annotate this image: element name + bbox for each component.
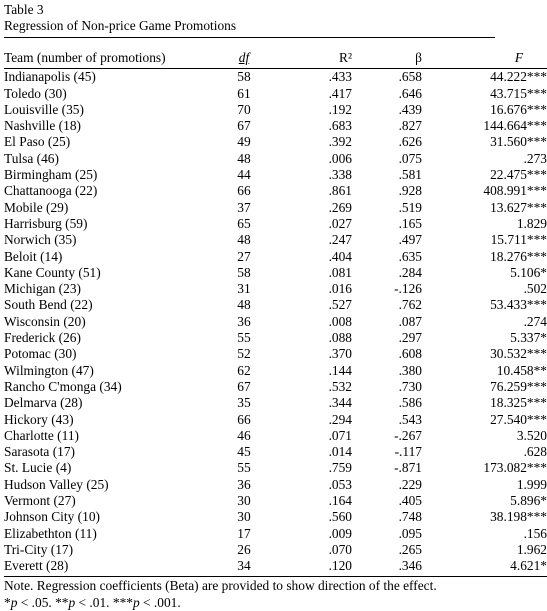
cell-f: 144.664***	[483, 118, 547, 134]
cell-df: 66	[237, 411, 251, 427]
cell-f: 18.325***	[490, 395, 547, 411]
cell-beta: .229	[398, 476, 422, 492]
table-row	[4, 281, 547, 297]
cell-team: Elizabethton (11)	[4, 525, 97, 541]
cell-df: 30	[237, 493, 251, 509]
cell-f: 13.627***	[490, 199, 547, 215]
cell-beta: .827	[398, 118, 422, 134]
cell-f: 3.520	[516, 427, 547, 443]
cell-df: 27	[237, 248, 251, 264]
regression-table	[4, 38, 547, 577]
cell-beta: .543	[398, 411, 422, 427]
col-header-beta: β	[358, 38, 444, 69]
table-row	[4, 151, 547, 167]
cell-f: .273	[523, 150, 547, 166]
cell-f: 27.540***	[490, 411, 547, 427]
cell-df: 67	[237, 378, 251, 394]
cell-beta: .265	[398, 541, 422, 557]
cell-r2: .027	[328, 215, 352, 231]
sig1-p: p	[10, 594, 18, 610]
table-row	[4, 86, 547, 102]
table-row	[4, 412, 547, 428]
cell-team: Delmarva (28)	[4, 395, 83, 411]
cell-f: 38.198***	[490, 509, 547, 525]
cell-f: .274	[523, 313, 547, 329]
cell-f: 43.715***	[490, 85, 547, 101]
table-row	[4, 118, 547, 134]
cell-team: Birmingham (25)	[4, 167, 98, 183]
cell-df: 62	[237, 362, 251, 378]
cell-team: Wilmington (47)	[4, 362, 94, 378]
cell-df: 37	[237, 199, 251, 215]
cell-beta: .439	[398, 101, 422, 117]
cell-df: 35	[237, 395, 251, 411]
cell-df: 36	[237, 476, 251, 492]
col-header-df	[200, 38, 288, 69]
sig3-symbol: ***	[112, 594, 133, 610]
cell-beta: .928	[398, 183, 422, 199]
cell-beta: .581	[398, 167, 422, 183]
cell-r2: .006	[328, 150, 352, 166]
cell-team: Charlotte (11)	[4, 427, 79, 443]
cell-r2: .009	[328, 525, 352, 541]
cell-df: 48	[237, 297, 251, 313]
table-row	[4, 232, 547, 248]
cell-r2: .294	[328, 411, 352, 427]
table-row	[4, 444, 547, 460]
cell-df: 31	[237, 281, 251, 297]
cell-f: 4.621*	[444, 558, 547, 576]
table-row	[4, 314, 547, 330]
cell-f: 5.106*	[510, 264, 547, 280]
cell-team: Wisconsin (20)	[4, 313, 86, 329]
cell-f: 1.962	[516, 541, 547, 557]
cell-df: 48	[237, 150, 251, 166]
cell-r2: .683	[328, 118, 352, 134]
cell-df: 65	[237, 215, 251, 231]
sig3-value: < .001.	[139, 594, 181, 610]
significance-note	[4, 595, 495, 611]
table-row	[4, 249, 547, 265]
cell-r2: .081	[328, 264, 352, 280]
cell-df: 17	[237, 525, 251, 541]
cell-df: 67	[237, 118, 251, 134]
cell-f: 16.676***	[490, 101, 547, 117]
cell-df: 61	[237, 85, 251, 101]
table-row	[4, 297, 547, 313]
cell-r2: .088	[328, 330, 352, 346]
table-row	[4, 200, 547, 216]
cell-team: Harrisburg (59)	[4, 215, 88, 231]
cell-beta: .075	[398, 150, 422, 166]
cell-beta: .519	[398, 199, 422, 215]
table-row	[4, 102, 547, 118]
cell-beta: .748	[398, 509, 422, 525]
cell-team: Frederick (26)	[4, 330, 81, 346]
sig2-p: p	[68, 594, 76, 610]
cell-r2: .527	[328, 297, 352, 313]
cell-f: 22.475***	[490, 167, 547, 183]
cell-r2: .338	[328, 167, 352, 183]
cell-r2: .164	[328, 493, 352, 509]
cell-beta: -.126	[394, 281, 422, 297]
header-row	[4, 38, 547, 69]
cell-team: Louisville (35)	[4, 101, 84, 117]
cell-f: 1.999	[516, 476, 547, 492]
cell-f: 408.991***	[483, 183, 547, 199]
cell-f: 15.711***	[490, 232, 547, 248]
cell-team: El Paso (25)	[4, 134, 71, 150]
table-row	[4, 460, 547, 476]
cell-r2: .370	[328, 346, 352, 362]
cell-beta: .586	[398, 395, 422, 411]
cell-f: .628	[523, 444, 547, 460]
table-row	[4, 346, 547, 362]
cell-df: 58	[237, 69, 251, 85]
cell-team: Beloit (14)	[4, 248, 63, 264]
cell-f: 10.458**	[496, 362, 547, 378]
cell-r2: .417	[328, 85, 352, 101]
table-row	[4, 363, 547, 379]
cell-df: 36	[237, 313, 251, 329]
cell-r2: .192	[328, 101, 352, 117]
cell-r2: .120	[288, 558, 358, 576]
col-header-r2: R²	[288, 38, 358, 69]
cell-r2: .344	[328, 395, 352, 411]
sig1-value: < .05.	[17, 594, 56, 610]
cell-beta: -.267	[394, 427, 422, 443]
cell-beta: .497	[398, 232, 422, 248]
cell-beta: .087	[398, 313, 422, 329]
cell-team: Everett (28)	[4, 558, 200, 576]
cell-beta: .380	[398, 362, 422, 378]
cell-r2: .433	[328, 69, 352, 85]
cell-df: 45	[237, 444, 251, 460]
cell-r2: .008	[328, 313, 352, 329]
cell-team: Sarasota (17)	[4, 444, 76, 460]
cell-team: Rancho C'monga (34)	[4, 378, 122, 394]
sig2-value: < .01.	[75, 594, 113, 610]
table-row	[4, 493, 547, 509]
cell-df: 70	[237, 101, 251, 117]
cell-team: Norwich (35)	[4, 232, 77, 248]
cell-r2: .861	[328, 183, 352, 199]
cell-beta: .635	[398, 248, 422, 264]
cell-r2: .269	[328, 199, 352, 215]
cell-beta: .730	[398, 378, 422, 394]
table-title: Regression of Non-price Game Promotions	[4, 18, 237, 33]
cell-r2: .392	[328, 134, 352, 150]
cell-team: Nashville (18)	[4, 118, 81, 134]
cell-df: 52	[237, 346, 251, 362]
table-note: Note. Regression coefficients (Beta) are provided to show direction of the effect.	[4, 577, 437, 593]
cell-beta: .626	[398, 134, 422, 150]
cell-f: 5.337*	[510, 330, 547, 346]
table-row	[4, 558, 547, 576]
cell-beta: -.117	[394, 444, 422, 460]
cell-team: Johnson City (10)	[4, 509, 100, 525]
cell-r2: .247	[328, 232, 352, 248]
cell-f: .156	[523, 525, 547, 541]
cell-team: Michigan (23)	[4, 281, 81, 297]
cell-df: 66	[237, 183, 251, 199]
cell-f: .502	[523, 281, 547, 297]
table-row	[4, 428, 547, 444]
cell-team: Mobile (29)	[4, 199, 69, 215]
table-row	[4, 509, 547, 525]
cell-f: 44.222***	[490, 69, 547, 85]
cell-team: Tri-City (17)	[4, 541, 74, 557]
cell-team: Hickory (43)	[4, 411, 74, 427]
table-row	[4, 69, 547, 86]
table-body	[4, 69, 547, 576]
cell-f: 76.259***	[490, 378, 547, 394]
table-number: Table 3	[4, 2, 44, 17]
cell-df: 26	[237, 541, 251, 557]
cell-r2: .759	[328, 460, 352, 476]
cell-team: Hudson Valley (25)	[4, 476, 109, 492]
cell-team: Toledo (30)	[4, 85, 67, 101]
table-row	[4, 542, 547, 558]
cell-df: 55	[237, 460, 251, 476]
cell-r2: .560	[328, 509, 352, 525]
cell-beta: .297	[398, 330, 422, 346]
cell-r2: .070	[328, 541, 352, 557]
cell-r2: .532	[328, 378, 352, 394]
cell-r2: .053	[328, 476, 352, 492]
table-row	[4, 526, 547, 542]
cell-team: Vermont (27)	[4, 493, 76, 509]
cell-team: Chattanooga (22)	[4, 183, 98, 199]
cell-f: 31.560***	[490, 134, 547, 150]
cell-beta: .095	[398, 525, 422, 541]
cell-beta: .405	[398, 493, 422, 509]
table-row	[4, 330, 547, 346]
cell-beta: .165	[398, 215, 422, 231]
table-row	[4, 167, 547, 183]
table-row	[4, 183, 547, 199]
cell-df: 44	[237, 167, 251, 183]
cell-r2: .404	[328, 248, 352, 264]
table-row	[4, 379, 547, 395]
cell-df: 48	[237, 232, 251, 248]
cell-team: South Bend (22)	[4, 297, 93, 313]
cell-team: Potomac (30)	[4, 346, 77, 362]
col-header-team: Team (number of promotions)	[4, 38, 200, 69]
cell-f: 1.829	[516, 215, 547, 231]
cell-df: 55	[237, 330, 251, 346]
cell-df: 30	[237, 509, 251, 525]
sig1-symbol: *	[4, 594, 11, 610]
cell-f: 30.532***	[490, 346, 547, 362]
cell-df: 34	[200, 558, 288, 576]
cell-r2: .144	[328, 362, 352, 378]
cell-team: Kane County (51)	[4, 264, 101, 280]
cell-df: 46	[237, 427, 251, 443]
cell-beta: .346	[358, 558, 444, 576]
cell-beta: .646	[398, 85, 422, 101]
cell-team: Indianapolis (45)	[4, 69, 96, 85]
cell-beta: .284	[398, 264, 422, 280]
table-row	[4, 134, 547, 150]
cell-f: 18.276***	[490, 248, 547, 264]
cell-beta: -.871	[394, 460, 422, 476]
col-header-f: F	[444, 38, 547, 69]
sig3-p: p	[132, 594, 140, 610]
cell-df: 58	[237, 264, 251, 280]
cell-team: St. Lucie (4)	[4, 460, 72, 476]
sig2-symbol: **	[55, 594, 69, 610]
cell-r2: .071	[328, 427, 352, 443]
cell-f: 173.082***	[483, 460, 547, 476]
cell-beta: .608	[398, 346, 422, 362]
cell-r2: .014	[328, 444, 352, 460]
cell-r2: .016	[328, 281, 352, 297]
cell-f: 53.433***	[490, 297, 547, 313]
cell-beta: .762	[398, 297, 422, 313]
table-row	[4, 395, 547, 411]
table-row	[4, 265, 547, 281]
table-row	[4, 477, 547, 493]
table-row	[4, 216, 547, 232]
cell-beta: .658	[398, 69, 422, 85]
col-header-df-label: df	[238, 50, 250, 65]
cell-f: 5.896*	[510, 493, 547, 509]
cell-df: 49	[237, 134, 251, 150]
cell-team: Tulsa (46)	[4, 150, 59, 166]
